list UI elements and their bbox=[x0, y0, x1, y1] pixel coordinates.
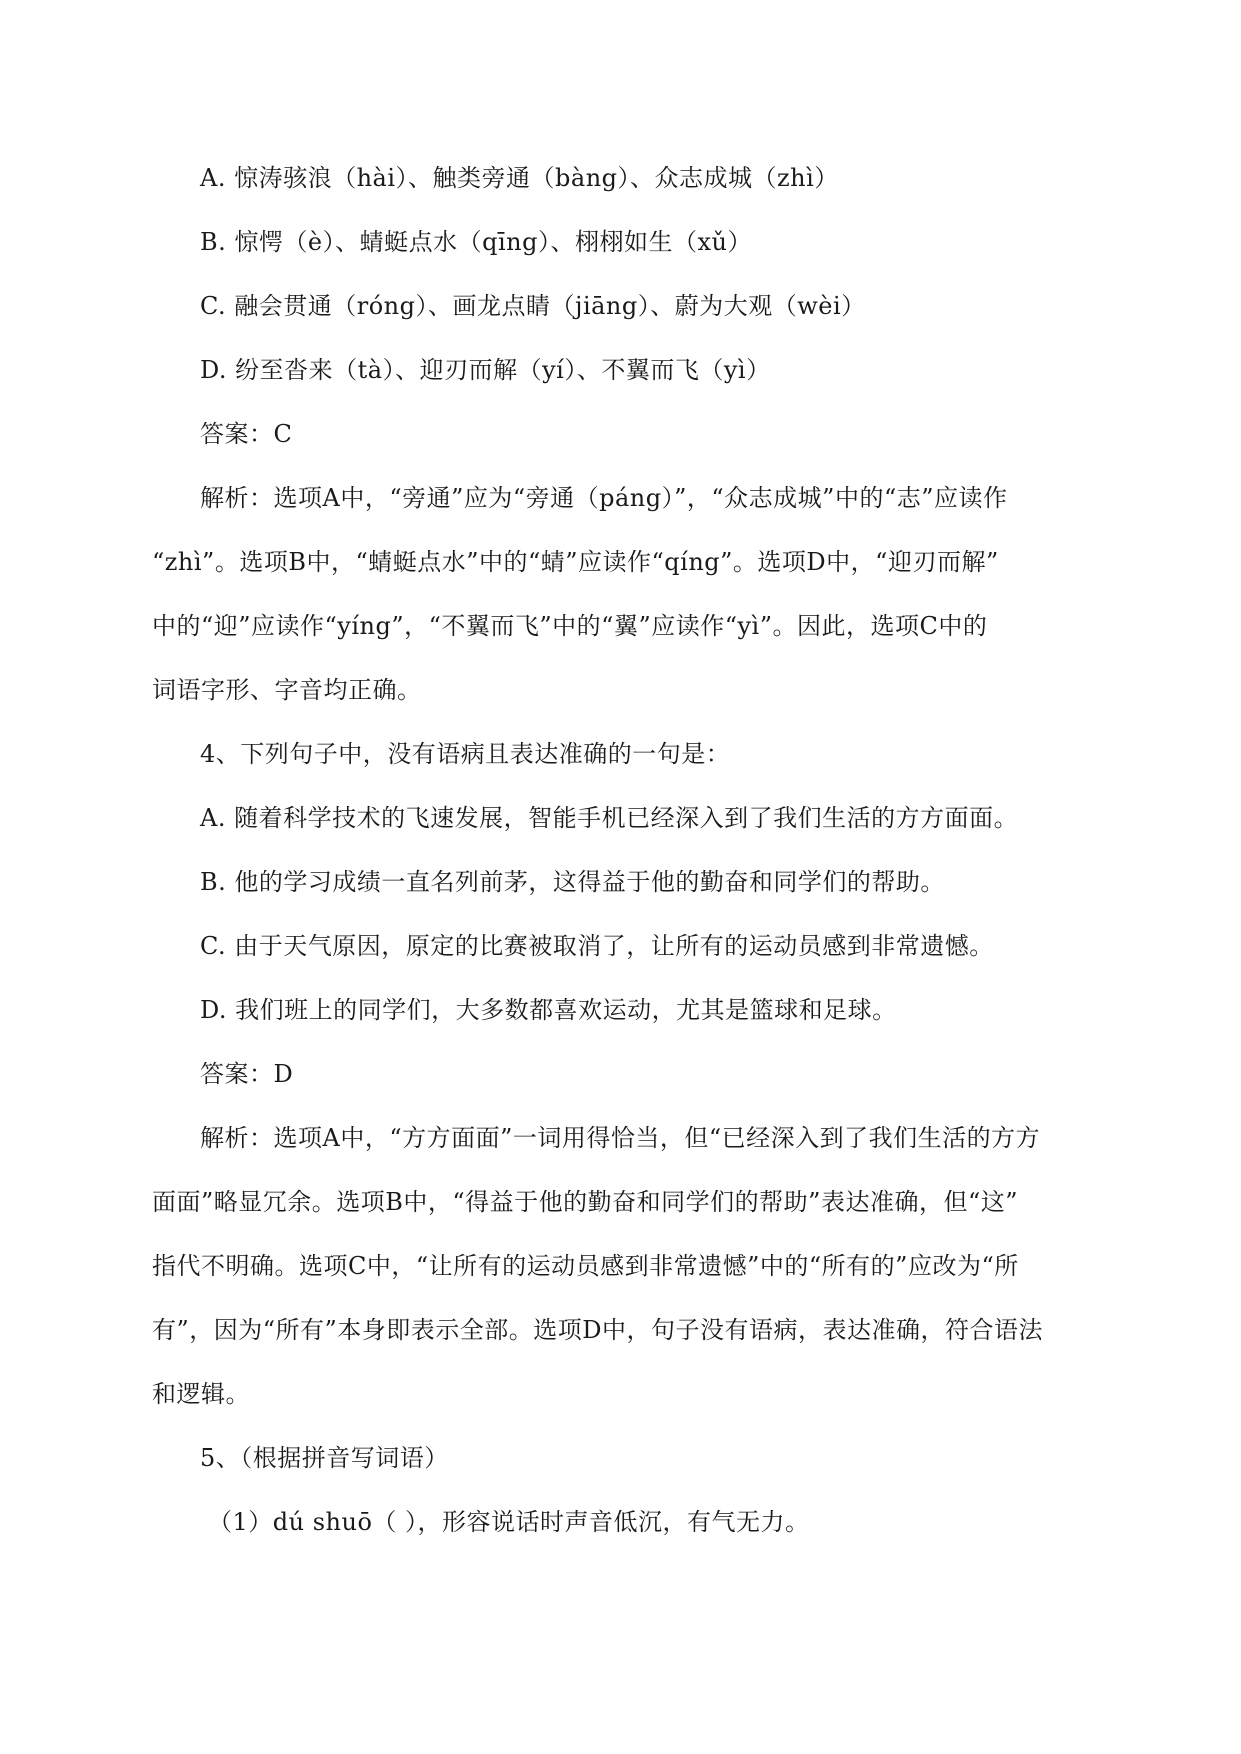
q3-option-b: B. 惊愕（è）、蜻蜓点水（qīng）、栩栩如生（xǔ） bbox=[200, 228, 752, 256]
q3-analysis-line: 解析：选项A中，“旁通”应为“旁通（páng）”，“众志成城”中的“志”应读作 bbox=[200, 484, 1008, 512]
q4-analysis-line: 有”，因为“所有”本身即表示全部。选项D中，句子没有语病，表达准确，符合语法 bbox=[152, 1316, 1044, 1344]
q5-item-1: （1）dú shuō（ ），形容说话时声音低沉，有气无力。 bbox=[208, 1508, 810, 1536]
q4-question: 4、下列句子中，没有语病且表达准确的一句是： bbox=[200, 740, 731, 768]
q3-option-a: A. 惊涛骇浪（hài）、触类旁通（bàng）、众志成城（zhì） bbox=[200, 164, 839, 192]
q3-analysis-line: “zhì”。选项B中，“蜻蜓点水”中的“蜻”应读作“qíng”。选项D中，“迎刃而解” bbox=[152, 548, 999, 576]
q3-analysis bbox=[152, 466, 1092, 722]
q4-analysis bbox=[152, 1106, 1092, 1426]
q4-answer: 答案：D bbox=[200, 1060, 294, 1088]
q4-analysis-line: 解析：选项A中，“方方面面”一词用得恰当，但“已经深入到了我们生活的方方 bbox=[200, 1124, 1041, 1152]
q4-analysis-line: 指代不明确。选项C中，“让所有的运动员感到非常遗憾”中的“所有的”应改为“所 bbox=[152, 1252, 1019, 1280]
q4-analysis-line: 面面”略显冗余。选项B中，“得益于他的勤奋和同学们的帮助”表达准确，但“这” bbox=[152, 1188, 1018, 1216]
q5-question: 5、（根据拼音写词语） bbox=[200, 1444, 449, 1472]
q4-analysis-line: 和逻辑。 bbox=[152, 1380, 250, 1408]
q4-option-b: B. 他的学习成绩一直名列前茅，这得益于他的勤奋和同学们的帮助。 bbox=[200, 868, 945, 896]
q4-option-c: C. 由于天气原因，原定的比赛被取消了，让所有的运动员感到非常遗憾。 bbox=[200, 932, 994, 960]
q3-option-d: D. 纷至沓来（tà）、迎刃而解（yí）、不翼而飞（yì） bbox=[200, 356, 771, 384]
q3-answer: 答案：C bbox=[200, 420, 293, 448]
q4-option-d: D. 我们班上的同学们，大多数都喜欢运动，尤其是篮球和足球。 bbox=[200, 996, 897, 1024]
q3-option-c: C. 融会贯通（róng）、画龙点睛（jiāng）、蔚为大观（wèi） bbox=[200, 292, 866, 320]
document-content bbox=[152, 146, 1092, 1554]
q3-analysis-line: 词语字形、字音均正确。 bbox=[152, 676, 422, 704]
q3-analysis-line: 中的“迎”应读作“yíng”，“不翼而飞”中的“翼”应读作“yì”。因此，选项C中的 bbox=[152, 612, 988, 640]
q4-option-a: A. 随着科学技术的飞速发展，智能手机已经深入到了我们生活的方方面面。 bbox=[200, 804, 1019, 832]
